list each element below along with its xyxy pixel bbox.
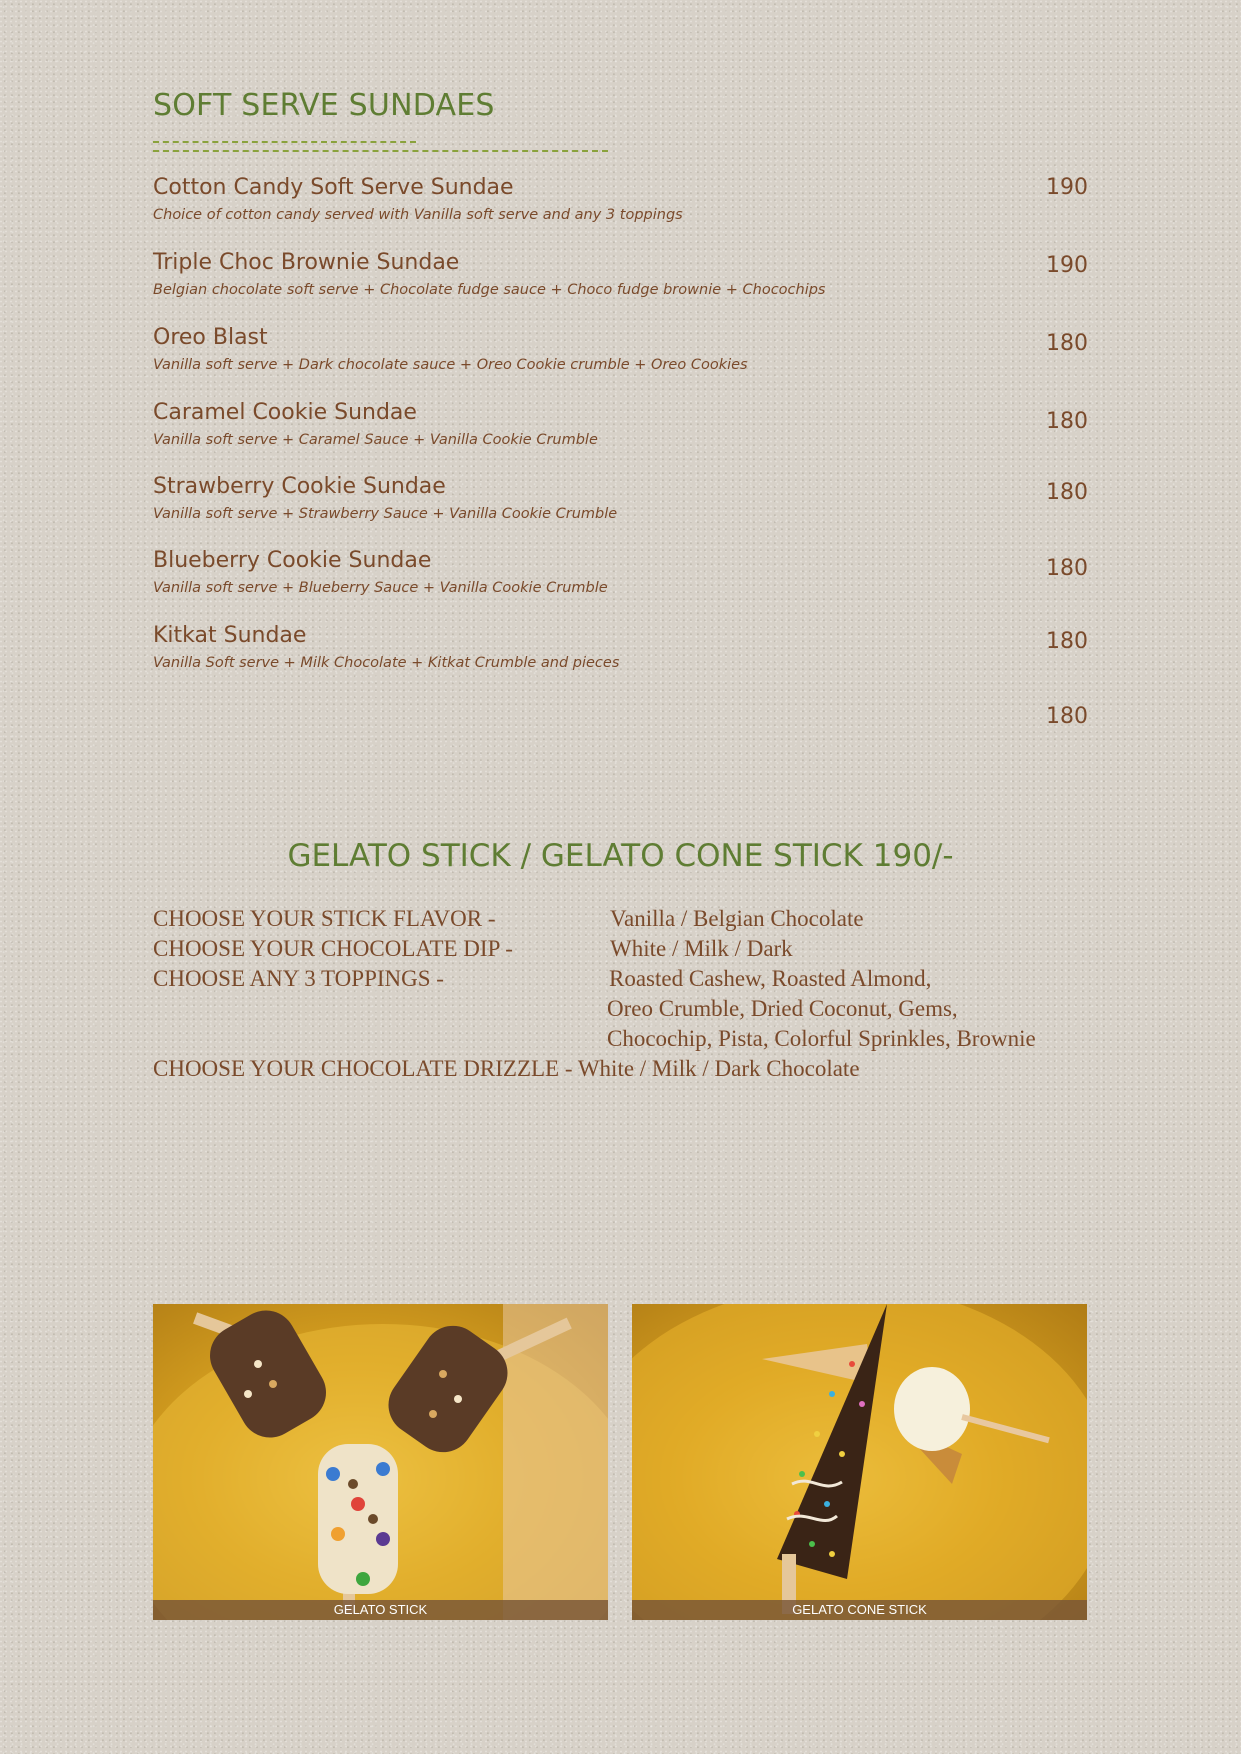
option-label-stick-flavor: CHOOSE YOUR STICK FLAVOR - xyxy=(153,906,496,931)
photo-caption: GELATO CONE STICK xyxy=(632,1600,1087,1620)
item-name: Caramel Cookie Sundae xyxy=(153,400,417,425)
photo-gelato-stick xyxy=(153,1304,608,1620)
item-name: Cotton Candy Soft Serve Sundae xyxy=(153,175,514,200)
item-name: Triple Choc Brownie Sundae xyxy=(153,250,460,275)
option-value-stick-flavor: Vanilla / Belgian Chocolate xyxy=(610,906,864,931)
extra-price: 180 xyxy=(1046,704,1088,729)
section-title-sundaes: SOFT SERVE SUNDAES xyxy=(153,88,495,123)
item-description: Vanilla soft serve + Dark chocolate sauce + Oreo Cookie crumble + Oreo Cookies xyxy=(153,357,748,373)
item-price: 180 xyxy=(1046,409,1088,434)
item-price: 190 xyxy=(1046,253,1088,278)
item-name: Strawberry Cookie Sundae xyxy=(153,474,446,499)
item-name: Blueberry Cookie Sundae xyxy=(153,548,432,573)
option-value-toppings-line2: Oreo Crumble, Dried Coconut, Gems, xyxy=(607,996,958,1021)
item-price: 180 xyxy=(1046,556,1088,581)
option-label-toppings: CHOOSE ANY 3 TOPPINGS - xyxy=(153,966,444,991)
item-price: 180 xyxy=(1046,629,1088,654)
option-value-toppings-line3: Chocochip, Pista, Colorful Sprinkles, Brownie xyxy=(607,1026,1036,1051)
option-drizzle: CHOOSE YOUR CHOCOLATE DRIZZLE - White / Milk / Dark Chocolate xyxy=(153,1056,860,1081)
title-underline-short xyxy=(153,141,416,143)
item-description: Vanilla soft serve + Caramel Sauce + Vanilla Cookie Crumble xyxy=(153,432,598,448)
photo-caption: GELATO STICK xyxy=(153,1600,608,1620)
item-description: Belgian chocolate soft serve + Chocolate fudge sauce + Choco fudge brownie + Chocochips xyxy=(153,282,826,298)
item-name: Oreo Blast xyxy=(153,325,268,350)
option-value-toppings: Roasted Cashew, Roasted Almond, xyxy=(609,966,932,991)
item-description: Vanilla soft serve + Strawberry Sauce + Vanilla Cookie Crumble xyxy=(153,506,618,522)
item-description: Vanilla Soft serve + Milk Chocolate + Kitkat Crumble and pieces xyxy=(153,655,620,671)
item-price: 180 xyxy=(1046,331,1088,356)
gelato-stick-illustration xyxy=(153,1304,608,1620)
section-title-gelato: GELATO STICK / GELATO CONE STICK 190/- xyxy=(287,838,954,874)
item-price: 180 xyxy=(1046,480,1088,505)
item-price: 190 xyxy=(1046,175,1088,200)
photo-gelato-cone-stick xyxy=(632,1304,1087,1620)
item-name: Kitkat Sundae xyxy=(153,623,307,648)
item-description: Choice of cotton candy served with Vanilla soft serve and any 3 toppings xyxy=(153,207,683,223)
gelato-cone-illustration xyxy=(632,1304,1087,1620)
item-description: Vanilla soft serve + Blueberry Sauce + Vanilla Cookie Crumble xyxy=(153,580,608,596)
option-label-chocolate-dip: CHOOSE YOUR CHOCOLATE DIP - xyxy=(153,936,513,961)
option-value-chocolate-dip: White / Milk / Dark xyxy=(610,936,793,961)
title-underline-long xyxy=(153,150,608,152)
